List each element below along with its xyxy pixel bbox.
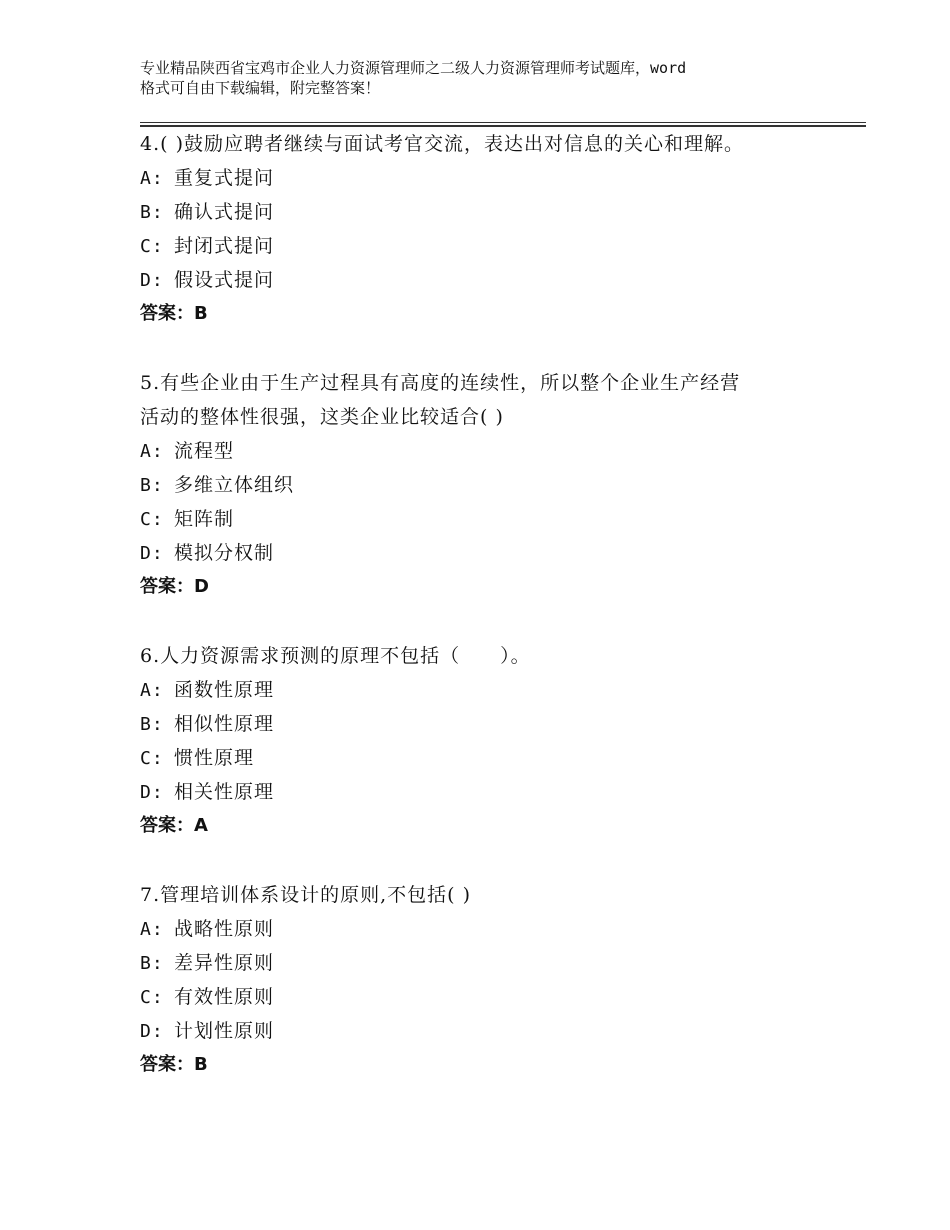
header-divider-thin: [140, 122, 866, 123]
option-text: 多维立体组织: [174, 474, 295, 496]
option-letter: D:: [140, 1021, 164, 1042]
option-c: [140, 980, 840, 1014]
option-text: 模拟分权制: [174, 542, 275, 564]
option-c: [140, 741, 840, 775]
option-c: [140, 229, 840, 263]
option-letter: B:: [140, 202, 164, 223]
option-letter: C:: [140, 748, 164, 769]
option-text: 有效性原则: [174, 986, 275, 1008]
option-text: 相关性原理: [174, 781, 275, 803]
option-letter: C:: [140, 987, 164, 1008]
option-a: [140, 912, 840, 946]
option-b: [140, 468, 840, 502]
option-text: 惯性原理: [174, 747, 255, 769]
option-letter: D:: [140, 782, 164, 803]
option-text: 流程型: [174, 440, 235, 462]
option-letter: A:: [140, 168, 164, 189]
question-stem: 7.管理培训体系设计的原则,不包括( ): [140, 884, 472, 906]
option-a: [140, 161, 840, 195]
option-text: 函数性原理: [174, 679, 275, 701]
option-letter: D:: [140, 543, 164, 564]
option-letter: A:: [140, 680, 164, 701]
option-a: [140, 673, 840, 707]
option-d: [140, 536, 840, 570]
answer-label: 答案：A: [140, 815, 208, 836]
option-text: 矩阵制: [174, 508, 235, 530]
option-text: 相似性原理: [174, 713, 275, 735]
header-line-1: 专业精品陕西省宝鸡市企业人力资源管理师之二级人力资源管理师考试题库，word: [140, 59, 687, 77]
option-letter: B:: [140, 953, 164, 974]
option-letter: A:: [140, 441, 164, 462]
option-a: [140, 434, 840, 468]
option-c: [140, 502, 840, 536]
document-header: [140, 58, 840, 98]
option-letter: B:: [140, 714, 164, 735]
option-b: [140, 946, 840, 980]
option-letter: B:: [140, 475, 164, 496]
option-d: [140, 775, 840, 809]
question-4: [140, 127, 840, 331]
question-5: [140, 366, 840, 604]
option-letter: A:: [140, 919, 164, 940]
option-d: [140, 263, 840, 297]
option-letter: C:: [140, 509, 164, 530]
question-7: [140, 878, 840, 1082]
answer-label: 答案：D: [140, 576, 209, 597]
option-text: 战略性原则: [174, 918, 275, 940]
option-text: 确认式提问: [174, 201, 275, 223]
option-text: 重复式提问: [174, 167, 275, 189]
option-text: 差异性原则: [174, 952, 275, 974]
question-stem: 6.人力资源需求预测的原理不包括（ ）。: [140, 645, 531, 667]
answer-label: 答案：B: [140, 303, 208, 324]
question-stem: 4.( )鼓励应聘者继续与面试考官交流，表达出对信息的关心和理解。: [140, 133, 744, 155]
header-line-2: 格式可自由下载编辑，附完整答案！: [140, 79, 381, 97]
option-text: 封闭式提问: [174, 235, 275, 257]
question-stem-continued: 活动的整体性很强，这类企业比较适合( ): [140, 406, 504, 428]
question-6: [140, 639, 840, 843]
option-text: 假设式提问: [174, 269, 275, 291]
question-stem: 5.有些企业由于生产过程具有高度的连续性，所以整个企业生产经营: [140, 372, 741, 394]
option-b: [140, 707, 840, 741]
option-b: [140, 195, 840, 229]
answer-label: 答案：B: [140, 1054, 208, 1075]
option-d: [140, 1014, 840, 1048]
option-letter: D:: [140, 270, 164, 291]
option-text: 计划性原则: [174, 1020, 275, 1042]
option-letter: C:: [140, 236, 164, 257]
